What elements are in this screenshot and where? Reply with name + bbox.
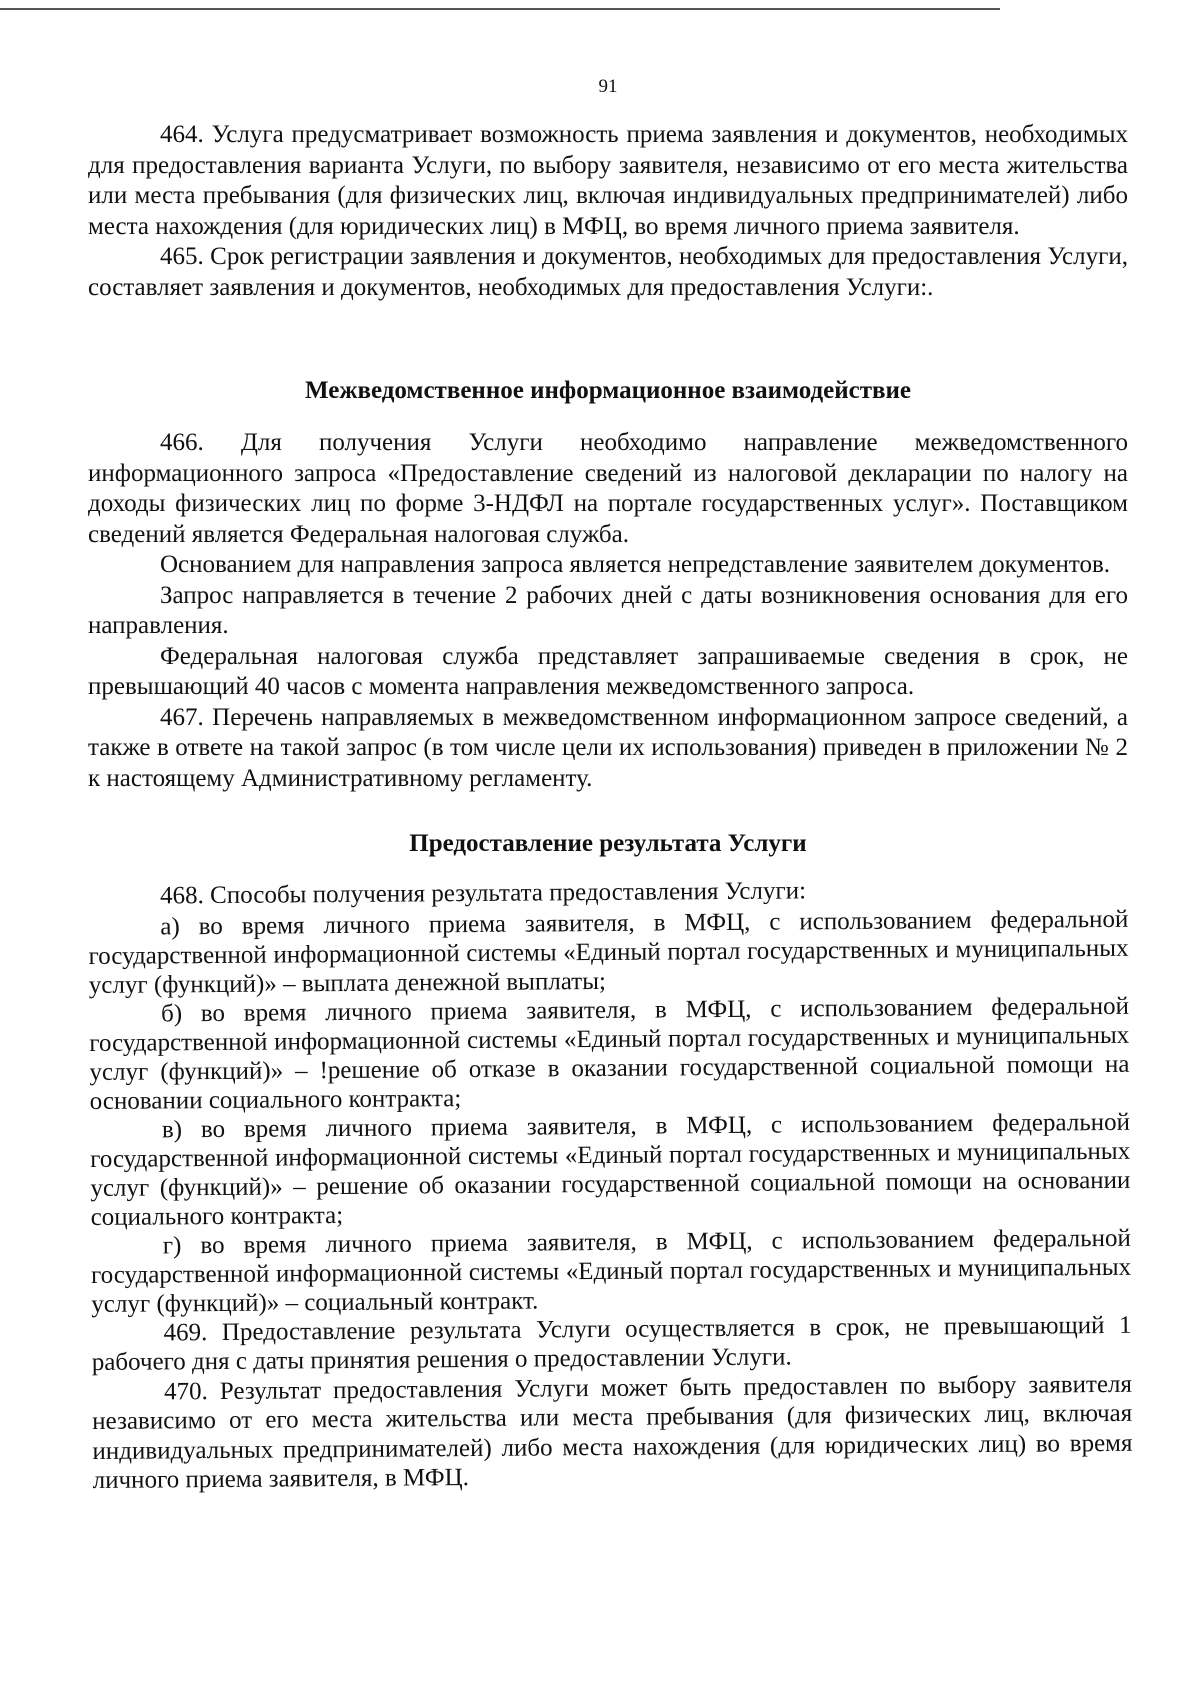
- section-interagency: [88, 377, 1128, 405]
- paragraph-470: 470. Результат предоставления Услуги может быть предоставлен по выбору заявителя независимо от его места жительства или места пребывания (для физических лиц, включая индивидуальных предпринимателей) либо места нахождения (для юридических лиц) во время личного приема заявителя, в МФЦ.: [92, 1370, 1133, 1494]
- interagency-body: [88, 428, 1128, 794]
- result-body: [88, 874, 1133, 1496]
- list-item-v: в) во время личного приема заявителя, в МФЦ, с использованием федеральной государственной информационной системы «Единый портал государственных и муниципальных услуг (функций)» – решение об оказании государственной социальной помощи на основании социального контракта;: [90, 1108, 1131, 1231]
- list-item-g: г) во время личного приема заявителя, в МФЦ, с использованием федеральной государственной информационной системы «Единый портал государственных и муниципальных услуг (функций)» – социальный контракт.: [90, 1224, 1132, 1318]
- paragraph-469: 469. Предоставление результата Услуги осуществляется в срок, не превышающий 1 рабочего дня с даты принятия решения о предоставлении Услуги.: [91, 1311, 1132, 1376]
- paragraph-468: 468. Способы получения результата предоставления Услуги:: [160, 877, 807, 910]
- list-item-a: а) во время личного приема заявителя, в МФЦ, с использованием федеральной государственной информационной системы «Единый портал государственных и муниципальных услуг (функций)» – выплата денежной выплаты;: [88, 905, 1129, 999]
- section-result: [88, 830, 1128, 858]
- list-item-b: б) во время личного приема заявителя, в МФЦ, с использованием федеральной государственной информационной системы «Единый портал государственных и муниципальных услуг (функций)» – !решение об отказе в оказании государственной социальной помощи на основании социального контракта;: [89, 992, 1130, 1115]
- paragraph-467: 467. Перечень направляемых в межведомственном информационном запросе сведений, а также в ответе на такой запрос (в том числе цели их использования) приведен в приложении № 2 к настоящему Административному регламенту.: [88, 703, 1128, 792]
- section-heading-interagency: Межведомственное информационное взаимодействие: [305, 377, 911, 404]
- paragraph-464: 464. Услуга предусматривает возможность приема заявления и документов, необходимых для предоставления варианта Услуги, по выбору заявителя, независимо от его места жительства или места пребывания (для физических лиц, включая индивидуальных предпринимателей) либо места нахождения (для юридических лиц) в МФЦ, во время личного приема заявителя.: [88, 121, 1128, 240]
- paragraph-tax-service: Федеральная налоговая служба представляет запрашиваемые сведения в срок, не превышающий 40 часов с момента направления межведомственного запроса.: [88, 642, 1128, 700]
- intro-block: [88, 120, 1128, 303]
- paragraph-basis: Основанием для направления запроса является непредставление заявителем документов.: [160, 551, 1111, 578]
- top-scan-rule: [0, 8, 1000, 10]
- page-number: 91: [598, 76, 618, 97]
- paragraph-465: 465. Срок регистрации заявления и документов, необходимых для предоставления Услуги, составляет заявления и документов, необходимых для предоставления Услуги:.: [88, 243, 1128, 301]
- section-heading-result: Предоставление результата Услуги: [409, 830, 807, 857]
- paragraph-466: 466. Для получения Услуги необходимо направление межведомственного информационного запроса «Предоставление сведений из налоговой декларации по налогу на доходы физических лиц по форме 3-НДФЛ на портале государственных услуг». Поставщиком сведений является Федеральная налоговая служба.: [88, 429, 1128, 548]
- paragraph-request-term: Запрос направляется в течение 2 рабочих дней с даты возникновения основания для его направления.: [88, 581, 1128, 639]
